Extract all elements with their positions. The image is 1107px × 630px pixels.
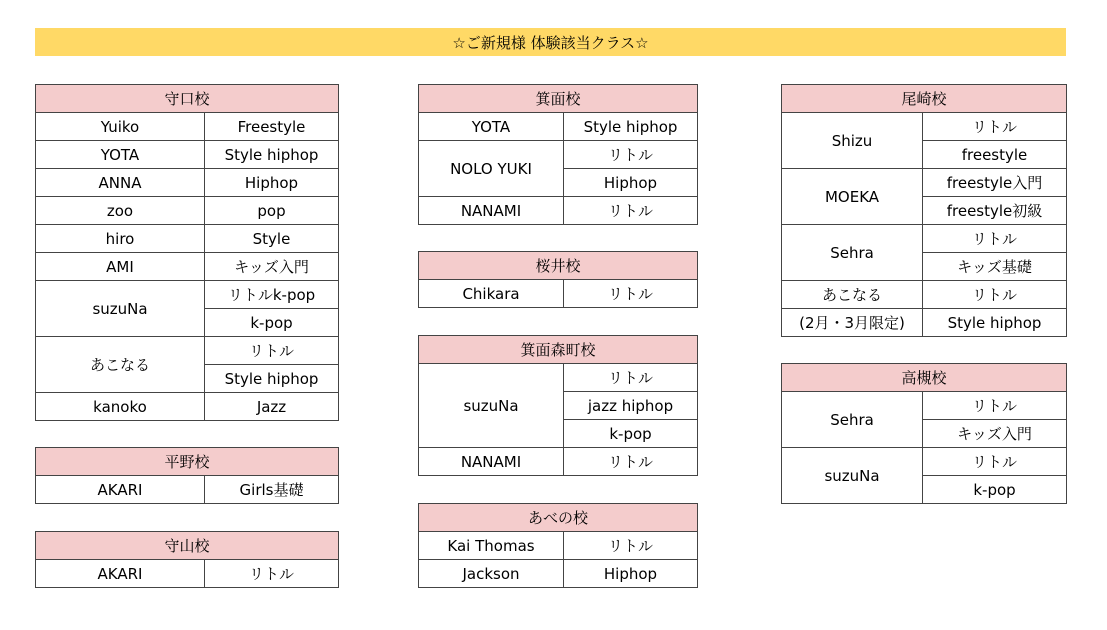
class-name: Style [205, 225, 339, 253]
class-name: Jazz [205, 393, 339, 421]
teacher-name: MOEKA [782, 169, 923, 225]
class-name: リトル [923, 392, 1067, 420]
table-row [782, 225, 1067, 253]
class-name: pop [205, 197, 339, 225]
page-title-banner [35, 28, 1066, 56]
school-table [781, 84, 1067, 337]
table-row [782, 448, 1067, 476]
table-row [36, 141, 339, 169]
table-row [419, 364, 698, 392]
class-name: freestyle [923, 141, 1067, 169]
class-name: リトル [564, 448, 698, 476]
class-name: Hiphop [564, 560, 698, 588]
school-header-row [419, 336, 698, 364]
class-name: リトル [564, 532, 698, 560]
table-row [36, 113, 339, 141]
teacher-name: (2月・3月限定) [782, 309, 923, 337]
school-header-row [419, 504, 698, 532]
teacher-name: suzuNa [782, 448, 923, 504]
class-name: キッズ入門 [923, 420, 1067, 448]
class-name: Style hiphop [205, 365, 339, 393]
teacher-name: kanoko [36, 393, 205, 421]
school-name: 尾崎校 [782, 85, 1067, 113]
class-name: リトル [564, 364, 698, 392]
school-header-row [36, 532, 339, 560]
class-name: リトル [923, 113, 1067, 141]
class-name: k-pop [205, 309, 339, 337]
table-row [36, 225, 339, 253]
teacher-name: Kai Thomas [419, 532, 564, 560]
teacher-name: YOTA [36, 141, 205, 169]
teacher-name: zoo [36, 197, 205, 225]
teacher-name: NANAMI [419, 197, 564, 225]
table-row [36, 253, 339, 281]
class-name: Style hiphop [923, 309, 1067, 337]
table-row [36, 197, 339, 225]
class-name: キッズ基礎 [923, 253, 1067, 281]
school-name: 箕面校 [419, 85, 698, 113]
teacher-name: Sehra [782, 392, 923, 448]
school-name: 守口校 [36, 85, 339, 113]
class-name: リトル [923, 281, 1067, 309]
class-name: jazz hiphop [564, 392, 698, 420]
table-row [782, 113, 1067, 141]
teacher-name: hiro [36, 225, 205, 253]
school-table [35, 447, 339, 504]
school-header-row [782, 364, 1067, 392]
table-row [36, 393, 339, 421]
class-name: freestyle入門 [923, 169, 1067, 197]
teacher-name: suzuNa [36, 281, 205, 337]
table-row [419, 448, 698, 476]
teacher-name: NANAMI [419, 448, 564, 476]
school-table [35, 531, 339, 588]
teacher-name: AKARI [36, 560, 205, 588]
teacher-name: suzuNa [419, 364, 564, 448]
class-name: k-pop [564, 420, 698, 448]
class-name: リトルk-pop [205, 281, 339, 309]
class-name: キッズ入門 [205, 253, 339, 281]
teacher-name: YOTA [419, 113, 564, 141]
class-name: リトル [205, 560, 339, 588]
school-table [418, 335, 698, 476]
teacher-name: あこなる [36, 337, 205, 393]
school-header-row [36, 85, 339, 113]
school-table [418, 503, 698, 588]
school-name: 高槻校 [782, 364, 1067, 392]
table-row [782, 392, 1067, 420]
table-row [782, 281, 1067, 309]
school-header-row [419, 252, 698, 280]
table-row [419, 113, 698, 141]
teacher-name: NOLO YUKI [419, 141, 564, 197]
class-name: リトル [564, 280, 698, 308]
teacher-name: AKARI [36, 476, 205, 504]
school-name: 平野校 [36, 448, 339, 476]
class-name: Hiphop [205, 169, 339, 197]
table-row [419, 560, 698, 588]
class-name: リトル [564, 141, 698, 169]
table-row [36, 281, 339, 309]
school-name: あべの校 [419, 504, 698, 532]
school-table [35, 84, 339, 421]
class-name: Style hiphop [205, 141, 339, 169]
school-header-row [419, 85, 698, 113]
teacher-name: Sehra [782, 225, 923, 281]
school-table [781, 363, 1067, 504]
school-header-row [36, 448, 339, 476]
table-row [782, 309, 1067, 337]
teacher-name: Jackson [419, 560, 564, 588]
table-row [36, 560, 339, 588]
class-name: freestyle初級 [923, 197, 1067, 225]
class-name: k-pop [923, 476, 1067, 504]
class-name: Freestyle [205, 113, 339, 141]
school-header-row [782, 85, 1067, 113]
school-table [418, 84, 698, 225]
school-name: 箕面森町校 [419, 336, 698, 364]
teacher-name: AMI [36, 253, 205, 281]
class-name: Girls基礎 [205, 476, 339, 504]
teacher-name: Yuiko [36, 113, 205, 141]
table-row [36, 476, 339, 504]
class-name: リトル [923, 225, 1067, 253]
teacher-name: Chikara [419, 280, 564, 308]
class-name: Style hiphop [564, 113, 698, 141]
class-name: リトル [205, 337, 339, 365]
page-title: ☆ご新規様 体験該当クラス☆ [452, 33, 649, 52]
table-row [419, 141, 698, 169]
teacher-name: ANNA [36, 169, 205, 197]
class-name: Hiphop [564, 169, 698, 197]
table-row [36, 337, 339, 365]
teacher-name: Shizu [782, 113, 923, 169]
class-name: リトル [564, 197, 698, 225]
school-name: 桜井校 [419, 252, 698, 280]
school-table [418, 251, 698, 308]
table-row [36, 169, 339, 197]
class-name: リトル [923, 448, 1067, 476]
table-row [782, 169, 1067, 197]
teacher-name: あこなる [782, 281, 923, 309]
school-name: 守山校 [36, 532, 339, 560]
table-row [419, 532, 698, 560]
table-row [419, 280, 698, 308]
table-row [419, 197, 698, 225]
